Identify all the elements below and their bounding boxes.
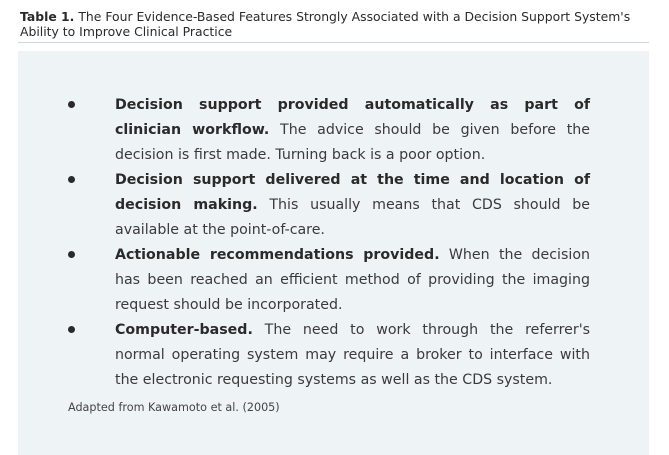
bullet-icon	[68, 101, 75, 108]
table-panel	[18, 51, 649, 455]
list-item-text	[115, 243, 590, 318]
list-item-text	[115, 93, 590, 168]
list-item-text	[115, 318, 590, 393]
bullet-icon	[68, 326, 75, 333]
list-item-body: This usually means that CDS should be available at the point-of-care.	[115, 197, 590, 238]
list-item	[18, 93, 649, 168]
bullet-icon	[68, 251, 75, 258]
list-item	[18, 318, 649, 393]
table-caption	[20, 9, 640, 39]
list-item-lead: Computer-based.	[115, 322, 253, 338]
list-item-lead: Actionable recommendations provided.	[115, 247, 440, 263]
list-item-body: The need to work through the referrer's normal operating system may require a broker to interface with the electronic requesting systems as well as the CDS system.	[115, 322, 590, 388]
caption-divider	[18, 42, 649, 43]
table-label: Table 1.	[20, 9, 75, 24]
bullet-icon	[68, 176, 75, 183]
table-title: The Four Evidence-Based Features Strongly Associated with a Decision Support System's Ability to Improve Clinical Practice	[20, 9, 631, 39]
feature-list	[18, 93, 649, 393]
list-item	[18, 243, 649, 318]
list-item-lead: Decision support delivered at the time and location of decision making.	[115, 172, 590, 213]
list-item-text	[115, 168, 590, 243]
list-item-lead: Decision support provided automatically as part of clinician workflow.	[115, 97, 590, 138]
source-note: Adapted from Kawamoto et al. (2005)	[68, 401, 280, 414]
list-item	[18, 168, 649, 243]
list-item-body: The advice should be given before the decision is first made. Turning back is a poor option.	[115, 122, 590, 163]
list-item-body: When the decision has been reached an efficient method of providing the imaging request should be incorporated.	[115, 247, 590, 313]
